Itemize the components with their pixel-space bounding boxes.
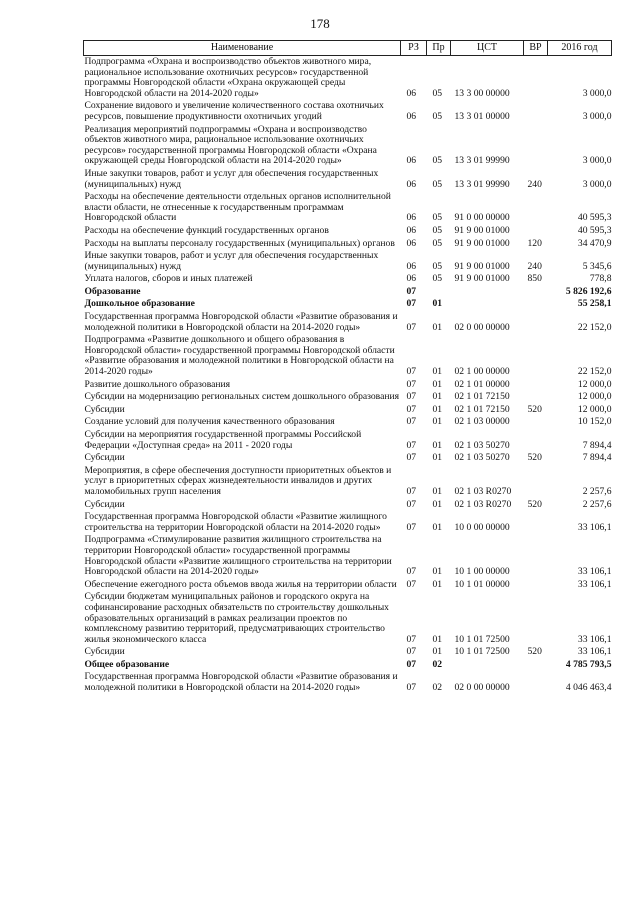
row-name-cell: Иные закупки товаров, работ и услуг для обеспечения государственных (муниципальных) нужд bbox=[84, 167, 379, 190]
row-amount-cell: 33 106,1 bbox=[577, 646, 612, 658]
table-row bbox=[84, 334, 612, 378]
table-row bbox=[84, 225, 612, 238]
row-rz-cell: 06 bbox=[406, 237, 417, 249]
row-name-cell: Расходы на обеспечение функций государственных органов bbox=[84, 224, 329, 236]
row-vr-cell bbox=[524, 225, 548, 238]
row-amount-cell: 33 106,1 bbox=[577, 521, 612, 533]
row-pr-cell: 01 bbox=[432, 498, 443, 510]
row-name-cell: Субсидии bbox=[84, 403, 125, 415]
row-rz-cell: 07 bbox=[406, 485, 417, 497]
table-row bbox=[84, 465, 612, 499]
row-cst-cell: 02 1 03 R0270 bbox=[454, 498, 512, 510]
row-amount-cell: 2 257,6 bbox=[582, 498, 612, 510]
row-name-cell: Дошкольное образование bbox=[84, 298, 195, 310]
header-year: 2016 год bbox=[548, 41, 612, 56]
table-row bbox=[84, 534, 612, 578]
row-name-cell: Сохранение видового и увеличение количественного состава охотничьих ресурсов, повышение продуктивности охотничьих угодий bbox=[84, 100, 384, 122]
row-name-cell: Субсидии bbox=[84, 646, 125, 658]
row-pr-cell: 05 bbox=[432, 110, 443, 122]
row-vr-cell bbox=[524, 298, 548, 311]
row-name-cell: Уплата налогов, сборов и иных платежей bbox=[84, 273, 253, 285]
row-vr-cell: 120 bbox=[527, 237, 542, 249]
row-rz-cell: 07 bbox=[406, 403, 417, 415]
row-name-cell: Расходы на выплаты персоналу государственных (муниципальных) органов bbox=[84, 237, 395, 249]
row-cst-cell bbox=[451, 659, 524, 672]
row-amount-cell: 22 152,0 bbox=[577, 366, 612, 378]
row-rz-cell: 07 bbox=[406, 633, 417, 645]
row-vr-cell: 850 bbox=[527, 273, 542, 285]
row-amount-cell: 3 000,0 bbox=[582, 110, 612, 122]
row-amount-cell: 12 000,0 bbox=[577, 391, 612, 403]
row-name-cell: Субсидии bbox=[84, 452, 125, 464]
header-cst: ЦСТ bbox=[451, 41, 524, 56]
row-pr-cell: 01 bbox=[432, 403, 443, 415]
row-cst-cell: 13 3 00 00000 bbox=[454, 87, 510, 99]
row-pr-cell: 01 bbox=[432, 578, 443, 590]
row-amount-cell: 55 258,1 bbox=[577, 298, 612, 310]
table-row bbox=[84, 298, 612, 311]
row-amount-cell: 22 152,0 bbox=[577, 321, 612, 333]
table-body bbox=[84, 56, 612, 695]
row-rz-cell: 07 bbox=[406, 646, 417, 658]
row-vr-cell bbox=[524, 391, 548, 404]
table-row bbox=[84, 124, 612, 168]
table-row bbox=[84, 659, 612, 672]
row-rz-cell: 07 bbox=[406, 416, 417, 428]
row-name-cell: Общее образование bbox=[84, 658, 170, 670]
page-number: 178 bbox=[310, 16, 330, 31]
row-rz-cell: 06 bbox=[406, 155, 417, 167]
row-cst-cell: 02 1 03 00000 bbox=[454, 416, 510, 428]
row-cst-cell: 13 3 01 00000 bbox=[454, 110, 510, 122]
row-pr-cell: 02 bbox=[432, 682, 443, 694]
table-row bbox=[84, 671, 612, 694]
row-amount-cell: 4 046 463,4 bbox=[565, 682, 612, 694]
row-name-cell: Государственная программа Новгородской области «Развитие образования и молодежной политики в Новгородской области на 2014-2020 годы» bbox=[84, 311, 398, 333]
row-pr-cell: 05 bbox=[432, 87, 443, 99]
table-row bbox=[84, 191, 612, 225]
table-row bbox=[84, 391, 612, 404]
row-name-cell: Подпрограмма «Стимулирование развития жилищного строительства на территории Новгородской области» государственной программы Новгородской области «Развитие жилищного строительства на территории Новгородской области на 2014-2020 годы» bbox=[84, 534, 392, 578]
table-row bbox=[84, 379, 612, 392]
row-cst-cell: 13 3 01 99990 bbox=[454, 155, 510, 167]
row-rz-cell: 07 bbox=[406, 498, 417, 510]
row-name-cell: Субсидии на модернизацию региональных систем дошкольного образования bbox=[84, 391, 400, 403]
row-pr-cell bbox=[427, 286, 451, 299]
row-name-cell: Реализация мероприятий подпрограммы «Охрана и воспроизводство объектов животного мира, рациональное использование охотничьих ресурсов» государственной программы Новгородской области «Охрана окружающей среды Новгородской области на 2014-2020 годы» bbox=[84, 123, 377, 167]
row-vr-cell: 240 bbox=[527, 260, 542, 272]
row-pr-cell: 01 bbox=[432, 646, 443, 658]
row-pr-cell: 05 bbox=[432, 224, 443, 236]
table-row bbox=[84, 452, 612, 465]
table-row bbox=[84, 56, 612, 101]
row-vr-cell bbox=[524, 286, 548, 299]
header-rz: РЗ bbox=[401, 41, 427, 56]
row-rz-cell: 07 bbox=[406, 578, 417, 590]
budget-table bbox=[83, 40, 612, 695]
row-rz-cell: 06 bbox=[406, 273, 417, 285]
row-vr-cell bbox=[524, 591, 548, 646]
row-rz-cell: 06 bbox=[406, 178, 417, 190]
row-amount-cell: 40 595,3 bbox=[577, 212, 612, 224]
row-name-cell: Государственная программа Новгородской области «Развитие образования и молодежной политики в Новгородской области на 2014-2020 годы» bbox=[84, 671, 398, 694]
table-row bbox=[84, 579, 612, 592]
row-name-cell: Субсидии bbox=[84, 498, 125, 510]
row-rz-cell: 07 bbox=[406, 521, 417, 533]
row-pr-cell: 05 bbox=[432, 178, 443, 190]
row-rz-cell: 07 bbox=[406, 285, 417, 297]
row-name-cell: Подпрограмма «Развитие дошкольного и общего образования в Новгородской области» государственной программы Новгородской области «Развитие образования и молодежной политики в Новгородской области на 2014-2020 годы» bbox=[84, 334, 395, 378]
row-name-cell: Государственная программа Новгородской области «Развитие жилищного строительства на территории Новгородской области на 2014-2020 годы» bbox=[84, 511, 387, 533]
row-vr-cell: 240 bbox=[527, 178, 542, 190]
row-pr-cell: 01 bbox=[432, 366, 443, 378]
row-cst-cell: 02 1 01 72150 bbox=[454, 391, 510, 403]
row-amount-cell: 3 000,0 bbox=[582, 178, 612, 190]
row-vr-cell bbox=[524, 429, 548, 452]
row-rz-cell: 07 bbox=[406, 378, 417, 390]
row-cst-cell bbox=[451, 298, 524, 311]
row-amount-cell: 12 000,0 bbox=[577, 378, 612, 390]
row-name-cell: Обеспечение ежегодного роста объемов ввода жилья на территории области bbox=[84, 578, 397, 590]
row-vr-cell bbox=[524, 579, 548, 592]
row-vr-cell bbox=[524, 416, 548, 429]
row-rz-cell: 07 bbox=[406, 391, 417, 403]
table-row bbox=[84, 511, 612, 534]
row-cst-cell: 91 9 00 01000 bbox=[454, 273, 510, 285]
header-name: Наименование bbox=[84, 41, 401, 56]
header-pr: Пр bbox=[427, 41, 451, 56]
table-header-row bbox=[84, 41, 612, 56]
row-pr-cell: 05 bbox=[432, 260, 443, 272]
row-vr-cell bbox=[524, 511, 548, 534]
row-cst-cell: 02 1 01 00000 bbox=[454, 378, 510, 390]
table-row bbox=[84, 591, 612, 646]
row-vr-cell: 520 bbox=[527, 403, 542, 415]
row-cst-cell: 10 0 00 00000 bbox=[454, 521, 510, 533]
row-amount-cell: 33 106,1 bbox=[577, 633, 612, 645]
row-pr-cell: 01 bbox=[432, 416, 443, 428]
row-pr-cell: 02 bbox=[432, 658, 443, 670]
row-rz-cell: 06 bbox=[406, 224, 417, 236]
row-vr-cell bbox=[524, 379, 548, 392]
row-amount-cell: 2 257,6 bbox=[582, 485, 612, 497]
row-amount-cell: 3 000,0 bbox=[582, 155, 612, 167]
row-pr-cell: 05 bbox=[432, 273, 443, 285]
row-pr-cell: 01 bbox=[432, 439, 443, 451]
row-pr-cell: 01 bbox=[432, 452, 443, 464]
row-amount-cell: 4 785 793,5 bbox=[565, 658, 612, 670]
row-name-cell: Расходы на обеспечение деятельности отдельных органов исполнительной власти области, не отнесенные к государственным программам Новгородской области bbox=[84, 191, 391, 224]
table-row bbox=[84, 286, 612, 299]
header-vr: ВР bbox=[524, 41, 548, 56]
row-vr-cell: 520 bbox=[527, 452, 542, 464]
row-amount-cell: 12 000,0 bbox=[577, 403, 612, 415]
row-pr-cell: 01 bbox=[432, 378, 443, 390]
row-rz-cell: 07 bbox=[406, 658, 417, 670]
row-vr-cell bbox=[524, 191, 548, 225]
row-cst-cell: 10 1 01 72500 bbox=[454, 646, 510, 658]
table-row bbox=[84, 250, 612, 273]
row-amount-cell: 7 894,4 bbox=[582, 452, 612, 464]
table-row bbox=[84, 273, 612, 286]
row-cst-cell: 02 0 00 00000 bbox=[454, 321, 510, 333]
table-row bbox=[84, 416, 612, 429]
row-cst-cell: 10 1 01 00000 bbox=[454, 578, 510, 590]
row-cst-cell: 02 0 00 00000 bbox=[454, 682, 510, 694]
row-cst-cell: 13 3 01 99990 bbox=[454, 178, 510, 190]
row-amount-cell: 778,8 bbox=[589, 273, 612, 285]
row-rz-cell: 07 bbox=[406, 452, 417, 464]
table-row bbox=[84, 100, 612, 123]
row-cst-cell: 02 1 01 72150 bbox=[454, 403, 510, 415]
row-rz-cell: 07 bbox=[406, 366, 417, 378]
row-cst-cell: 02 1 03 50270 bbox=[454, 439, 510, 451]
row-rz-cell: 06 bbox=[406, 260, 417, 272]
row-rz-cell: 06 bbox=[406, 212, 417, 224]
row-amount-cell: 5 345,6 bbox=[582, 260, 612, 272]
row-name-cell: Создание условий для получения качественного образования bbox=[84, 416, 335, 428]
row-pr-cell: 01 bbox=[432, 566, 443, 578]
row-name-cell: Субсидии на мероприятия государственной программы Российской Федерации «Доступная среда» на 2011 - 2020 годы bbox=[84, 429, 362, 451]
row-vr-cell bbox=[524, 534, 548, 578]
row-name-cell: Субсидии бюджетам муниципальных районов и городского округа на софинансирование расходных обязательств по строительству дошкольных образовательных организаций в рамках реализации проектов по комплексному развитию территорий, предусматривающих строительство жилья экономического класса bbox=[84, 591, 389, 645]
row-pr-cell: 05 bbox=[432, 212, 443, 224]
row-vr-cell bbox=[524, 311, 548, 334]
row-vr-cell bbox=[524, 124, 548, 168]
row-name-cell: Мероприятия, в сфере обеспечения доступности приоритетных объектов и услуг в приоритетных сферах жизнедеятельности инвалидов и других маломобильных групп населения bbox=[84, 464, 392, 497]
row-rz-cell: 07 bbox=[406, 298, 417, 310]
row-vr-cell bbox=[524, 334, 548, 378]
row-rz-cell: 07 bbox=[406, 566, 417, 578]
row-name-cell: Развитие дошкольного образования bbox=[84, 378, 231, 390]
table-row bbox=[84, 311, 612, 334]
row-amount-cell: 33 106,1 bbox=[577, 566, 612, 578]
row-pr-cell: 01 bbox=[432, 391, 443, 403]
row-cst-cell: 02 1 00 00000 bbox=[454, 366, 510, 378]
row-amount-cell: 34 470,9 bbox=[577, 237, 612, 249]
row-amount-cell: 33 106,1 bbox=[577, 578, 612, 590]
row-pr-cell: 05 bbox=[432, 155, 443, 167]
row-rz-cell: 07 bbox=[406, 321, 417, 333]
row-cst-cell: 02 1 03 R0270 bbox=[454, 485, 512, 497]
row-vr-cell bbox=[524, 56, 548, 101]
row-amount-cell: 7 894,4 bbox=[582, 439, 612, 451]
table-row bbox=[84, 238, 612, 251]
row-vr-cell: 520 bbox=[527, 646, 542, 658]
row-cst-cell: 91 9 00 01000 bbox=[454, 237, 510, 249]
row-vr-cell: 520 bbox=[527, 498, 542, 510]
row-vr-cell bbox=[524, 465, 548, 499]
row-pr-cell: 01 bbox=[432, 521, 443, 533]
row-name-cell: Образование bbox=[84, 285, 141, 297]
row-name-cell: Иные закупки товаров, работ и услуг для обеспечения государственных (муниципальных) нужд bbox=[84, 250, 379, 272]
row-vr-cell bbox=[524, 671, 548, 694]
row-cst-cell bbox=[451, 286, 524, 299]
row-pr-cell: 01 bbox=[432, 485, 443, 497]
table-row bbox=[84, 646, 612, 659]
row-cst-cell: 91 9 00 01000 bbox=[454, 224, 510, 236]
row-rz-cell: 06 bbox=[406, 110, 417, 122]
row-rz-cell: 06 bbox=[406, 87, 417, 99]
row-cst-cell: 10 1 01 72500 bbox=[454, 633, 510, 645]
row-vr-cell bbox=[524, 100, 548, 123]
row-vr-cell bbox=[524, 659, 548, 672]
row-pr-cell: 05 bbox=[432, 237, 443, 249]
row-amount-cell: 3 000,0 bbox=[582, 87, 612, 99]
row-cst-cell: 02 1 03 50270 bbox=[454, 452, 510, 464]
row-amount-cell: 40 595,3 bbox=[577, 224, 612, 236]
row-rz-cell: 07 bbox=[406, 439, 417, 451]
row-cst-cell: 91 9 00 01000 bbox=[454, 260, 510, 272]
row-pr-cell: 01 bbox=[432, 298, 443, 310]
row-pr-cell: 01 bbox=[432, 633, 443, 645]
row-cst-cell: 10 1 00 00000 bbox=[454, 566, 510, 578]
table-row bbox=[84, 429, 612, 452]
table-row bbox=[84, 499, 612, 512]
row-name-cell: Подпрограмма «Охрана и воспроизводство объектов животного мира, рациональное использование охотничьих ресурсов» государственной программы Новгородской области «Охрана окружающей среды Новгородской области на 2014-2020 годы» bbox=[84, 56, 372, 99]
row-amount-cell: 10 152,0 bbox=[577, 416, 612, 428]
table-row bbox=[84, 404, 612, 417]
row-cst-cell: 91 0 00 00000 bbox=[454, 212, 510, 224]
row-pr-cell: 01 bbox=[432, 321, 443, 333]
row-rz-cell: 07 bbox=[406, 682, 417, 694]
row-amount-cell: 5 826 192,6 bbox=[565, 285, 612, 297]
table-row bbox=[84, 168, 612, 191]
